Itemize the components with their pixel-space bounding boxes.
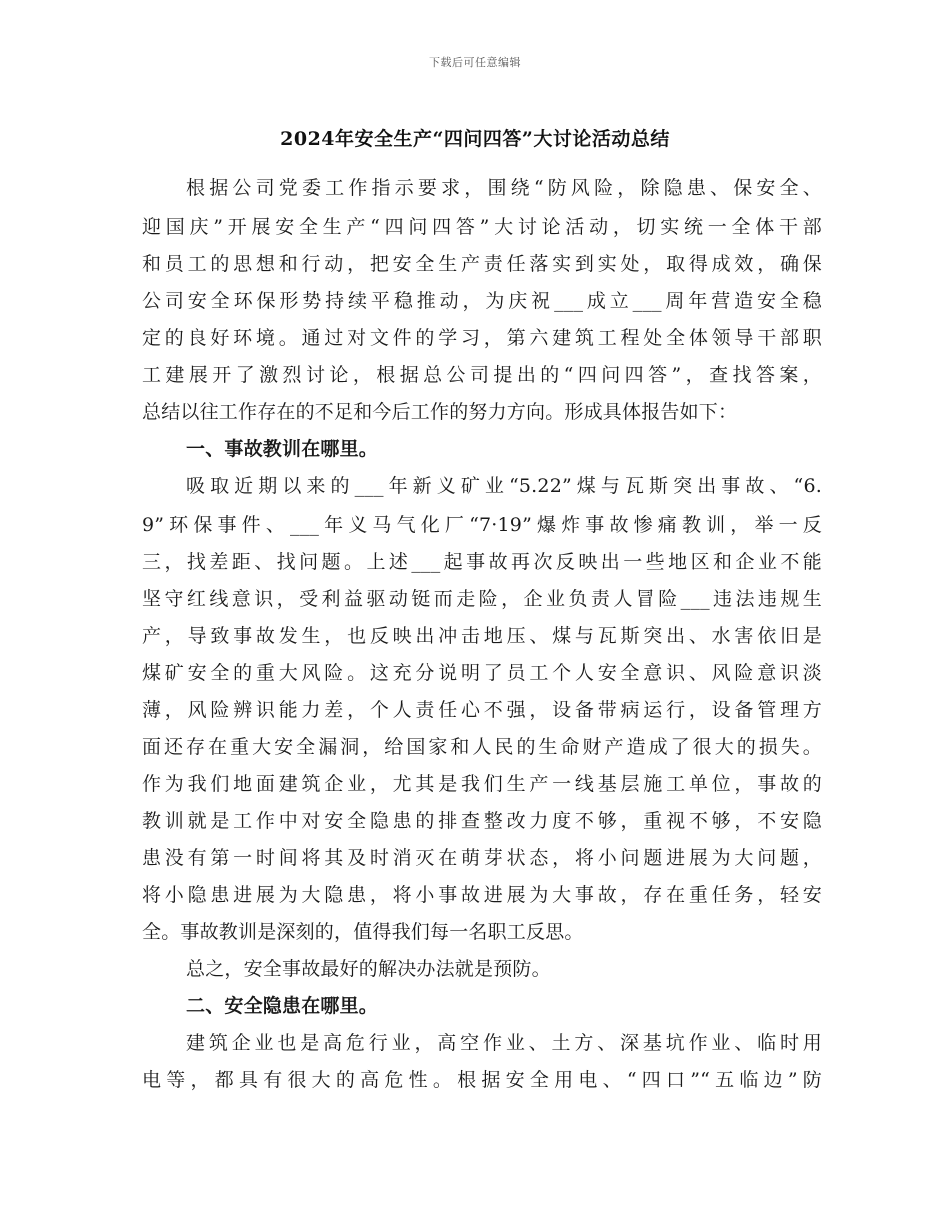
paragraph-line: 煤矿安全的重大风险。这充分说明了员工个人安全意识、风险意识淡 — [142, 662, 822, 684]
paragraph-line: 坚守红线意识，受利益驱动铤而走险，企业负责人冒险___违法违规生 — [142, 588, 822, 610]
paragraph-line: 薄，风险辨识能力差，个人责任心不强，设备带病运行，设备管理方 — [142, 699, 822, 721]
paragraph-line: 总结以往工作存在的不足和今后工作的努力方向。形成具体报告如下： — [142, 401, 738, 423]
paragraph-line: 和员工的思想和行动，把安全生产责任落实到实处，取得成效，确保 — [142, 253, 822, 275]
paragraph-line: 定的良好环境。通过对文件的学习，第六建筑工程处全体领导干部职 — [142, 327, 822, 349]
paragraph-line: 总之，安全事故最好的解决办法就是预防。 — [186, 958, 551, 980]
paragraph-line: 作为我们地面建筑企业，尤其是我们生产一线基层施工单位，事故的 — [142, 773, 822, 795]
paragraph-line: 教训就是工作中对安全隐患的排查整改力度不够，重视不够，不安隐 — [142, 810, 822, 832]
section-heading: 二、安全隐患在哪里。 — [186, 995, 379, 1017]
header-note: 下载后可任意编辑 — [429, 56, 521, 69]
paragraph-line: 产，导致事故发生，也反映出冲击地压、煤与瓦斯突出、水害依旧是 — [142, 625, 822, 647]
paragraph-line: 公司安全环保形势持续平稳推动，为庆祝___成立___周年营造安全稳 — [142, 290, 822, 312]
paragraph-line: 面还存在重大安全漏洞，给国家和人民的生命财产造成了很大的损失。 — [142, 736, 822, 758]
paragraph-line: 电等，都具有很大的高危性。根据安全用电、“四口”“五临边”防 — [142, 1069, 822, 1091]
paragraph-line: 吸取近期以来的___年新义矿业“5.22”煤与瓦斯突出事故、“6. — [186, 475, 822, 497]
paragraph-line: 迎国庆”开展安全生产“四问四答”大讨论活动，切实统一全体干部 — [142, 216, 822, 238]
document-title: 2024年安全生产“四问四答”大讨论活动总结 — [280, 128, 670, 150]
paragraph-line: 患没有第一时间将其及时消灭在萌芽状态，将小问题进展为大问题， — [142, 847, 822, 869]
paragraph-line: 全。事故教训是深刻的，值得我们每一名职工反思。 — [142, 921, 584, 943]
paragraph-line: 将小隐患进展为大隐患，将小事故进展为大事故，存在重任务，轻安 — [142, 884, 822, 906]
paragraph-line: 建筑企业也是高危行业，高空作业、土方、深基坑作业、临时用 — [186, 1032, 822, 1054]
paragraph-line: 9”环保事件、___年义马气化厂“7·19”爆炸事故惨痛教训，举一反 — [142, 514, 822, 536]
paragraph-line: 根据公司党委工作指示要求，围绕“防风险，除隐患、保安全、 — [186, 177, 822, 199]
section-heading: 一、事故教训在哪里。 — [186, 438, 379, 460]
paragraph-line: 三，找差距、找问题。上述___起事故再次反映出一些地区和企业不能 — [142, 551, 822, 573]
paragraph-line: 工建展开了激烈讨论，根据总公司提出的“四问四答”，查找答案， — [142, 364, 822, 386]
